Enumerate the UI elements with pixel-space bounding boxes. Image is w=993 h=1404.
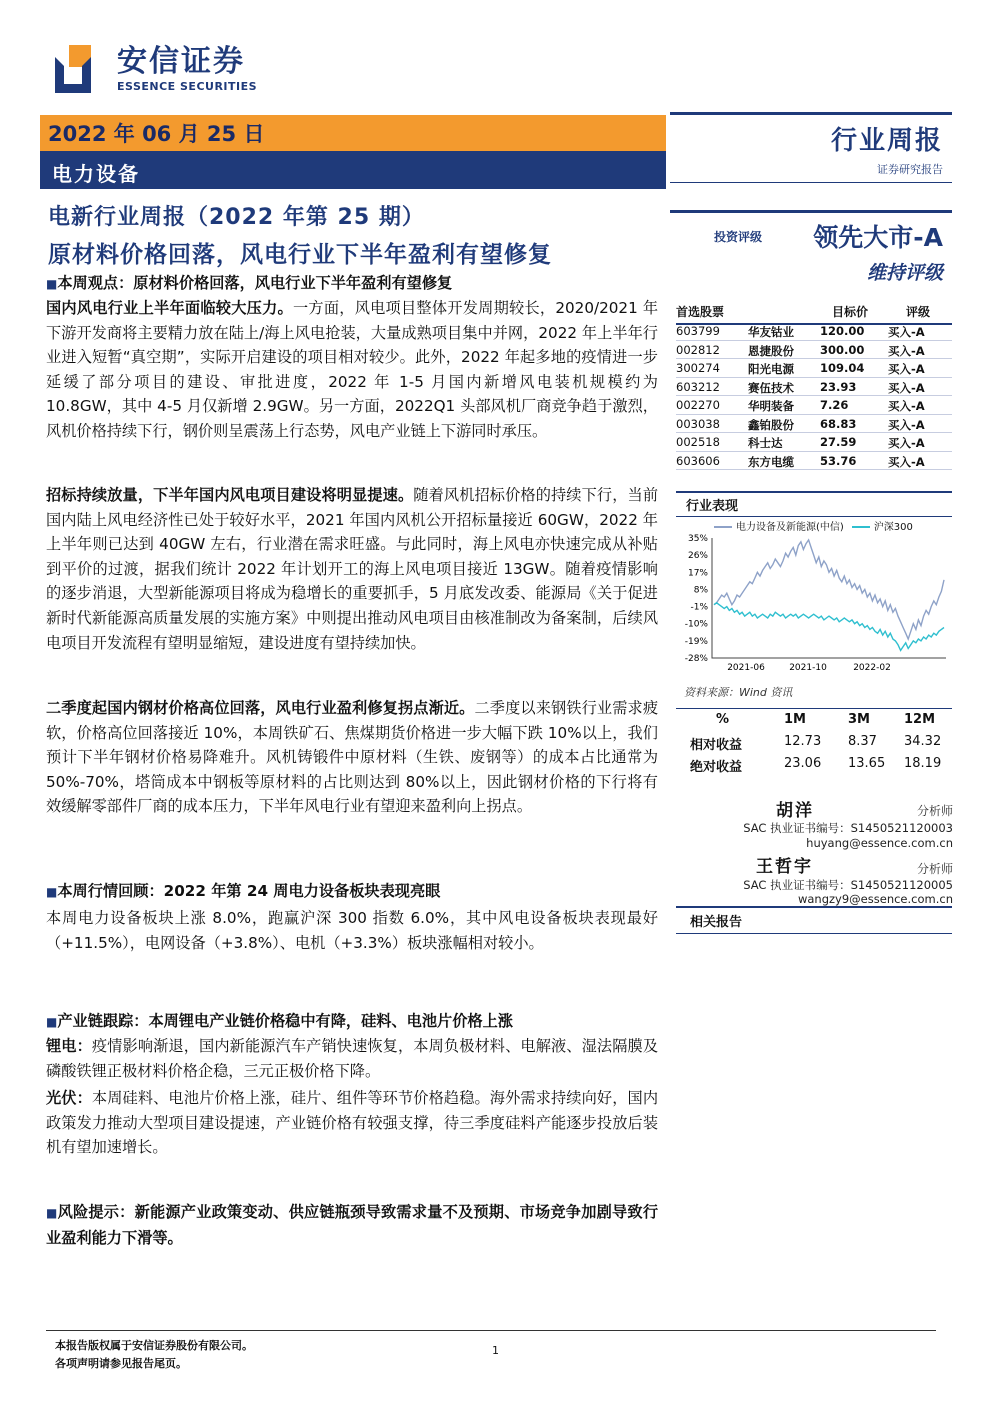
- y-tick-label: -19%: [684, 636, 708, 647]
- table-row: 300274 阳光电源 109.04 买入-A: [676, 359, 952, 378]
- sector-name: 电力设备: [52, 162, 140, 186]
- paragraph-lead: 二季度起国内钢材价格高位回落，风电行业盈利修复拐点渐近。: [46, 699, 475, 717]
- paragraph: [46, 483, 658, 655]
- series-line-0: [714, 540, 944, 639]
- analyst-sac: SAC 执业证书编号：S1450521120005: [743, 878, 953, 892]
- paragraph: [46, 296, 658, 444]
- performance-chart: [676, 516, 952, 682]
- section-heading: ■本周行情回顾：2022 年第 24 周电力设备板块表现亮眼: [46, 882, 441, 900]
- analyst-name: 王哲宇: [756, 857, 813, 877]
- y-tick-label: 17%: [687, 568, 708, 579]
- legend-item: 沪深300: [852, 518, 913, 533]
- y-tick-label: 26%: [687, 551, 708, 562]
- brand-name-en: ESSENCE SECURITIES: [117, 79, 258, 93]
- bullet-square-icon: ■: [46, 1015, 58, 1029]
- y-tick-label: -1%: [690, 602, 708, 613]
- paragraph: [46, 1086, 658, 1160]
- table-row: 603799 华友钴业 120.00 买入-A: [676, 322, 952, 341]
- section-heading: ■本周观点：原材料价格回落，风电行业下半年盈利有望修复: [46, 274, 453, 292]
- footer-divider: [46, 1330, 936, 1331]
- divider: [670, 112, 952, 115]
- y-tick-label: -28%: [684, 654, 708, 664]
- paragraph-lead: 国内风电行业上半年面临较大压力。: [46, 299, 293, 317]
- footer-disclaimer: 各项声明请参见报告尾页。: [55, 1357, 187, 1370]
- paragraph: [46, 1034, 658, 1083]
- x-tick-label: 2021-06: [727, 663, 765, 673]
- paragraph: [46, 906, 658, 955]
- paragraph-lead: 光伏：: [46, 1089, 92, 1107]
- paragraph-text: 疫情影响渐退，国内新能源汽车产销快速恢复，本周负极材料、电解液、湿法隔膜及磷酸铁锂正极材料价格企稳，三元正极价格下降。: [46, 1037, 659, 1080]
- table-row: 相对收益 12.73 8.37 34.32: [690, 734, 942, 753]
- paragraph-lead: 锂电：: [46, 1037, 92, 1055]
- analyst-name: 胡洋: [776, 801, 814, 821]
- header-rating: 评级: [906, 305, 931, 319]
- rating-label: 投资评级: [714, 230, 763, 244]
- divider: [670, 210, 952, 213]
- legend-item: 电力设备及新能源(中信): [714, 518, 844, 533]
- stock-table: [676, 322, 952, 470]
- analyst-role: 分析师: [916, 862, 953, 876]
- rating-value: 领先大市-A: [813, 223, 943, 252]
- x-tick-label: 2021-10: [789, 663, 827, 673]
- bullet-square-icon: ■: [46, 277, 58, 291]
- page-title: 原材料价格回落，风电行业下半年盈利有望修复: [48, 242, 552, 268]
- brand-logo: [55, 45, 257, 93]
- table-header-row: % 1M 3M 12M: [716, 712, 936, 727]
- related-reports: 相关报告: [676, 906, 952, 934]
- analyst-sac: SAC 执业证书编号：S1450521120003: [743, 821, 953, 835]
- returns-table: [676, 708, 952, 775]
- table-row: 002812 恩捷股份 300.00 买入-A: [676, 341, 952, 360]
- y-tick-label: 8%: [693, 585, 708, 596]
- performance-title: 行业表现: [676, 491, 952, 517]
- chart-axis: [712, 538, 946, 658]
- analyst-role: 分析师: [916, 804, 953, 818]
- series-line-1: [714, 603, 944, 651]
- footer-copyright: 本报告版权属于安信证券股份有限公司。: [55, 1339, 253, 1352]
- x-tick-label: 2022-02: [853, 663, 891, 673]
- paragraph-text: 本周电力设备板块上涨 8.0%，跑赢沪深 300 指数 6.0%，其中风电设备板块表现最好（+11.5%），电网设备（+3.8%）、电机（+3.3%）板块涨幅相对较小。: [46, 909, 658, 952]
- analyst-email[interactable]: huyang@essence.com.cn: [806, 836, 953, 850]
- divider: [670, 182, 952, 183]
- bullet-square-icon: ■: [46, 1206, 58, 1220]
- paragraph-text: 一方面，风电项目整体开发周期较长，2020/2021 年下游开发商将主要精力放在陆上/海上风电抢装，大量成熟项目集中并网，2022 年上半年行业进入短暂“真空期”，实际开启建设的项目相对较少。此外，2022 年起多地的疫情进一步延缓了部分项目的建设、审批进度，2022 年 1-5 月国内新增风电装机规模约为 10.8GW，其中 4-5 月仅新增 2.9GW。另一方面，2022Q1 头部风机厂商竞争趋于激烈，风机价格持续下行，钢价则呈震荡上行态势，风电产业链上下游同时承压。: [46, 299, 659, 440]
- section-heading: ■产业链跟踪：本周锂电产业链价格稳中有降，硅料、电池片价格上涨: [46, 1012, 513, 1030]
- paragraph-lead: 招标持续放量，下半年国内风电项目建设将明显提速。: [46, 486, 414, 504]
- paragraph-text: 本周硅料、电池片价格上涨，硅片、组件等环节价格趋稳。海外需求持续向好，国内政策发力推动大型项目建设提速，产业链价格有较强支撑，待三季度硅料产能逐步投放后装机有望加速增长。: [46, 1089, 659, 1157]
- issue-title: 电新行业周报（2022 年第 25 期）: [48, 205, 425, 230]
- report-subtype: 证券研究报告: [877, 163, 943, 176]
- brand-name-cn: 安信证券: [117, 43, 245, 79]
- table-row: 003038 鑫铂股份 68.83 买入-A: [676, 415, 952, 434]
- chart-source: 资料来源：Wind 资讯: [684, 686, 793, 699]
- analyst-email[interactable]: wangzy9@essence.com.cn: [797, 892, 953, 906]
- table-row: 603606 东方电缆 53.76 买入-A: [676, 452, 952, 471]
- table-row: 002270 华明装备 7.26 买入-A: [676, 396, 952, 415]
- chart-svg: [676, 516, 952, 682]
- table-row: 002518 科士达 27.59 买入-A: [676, 433, 952, 452]
- table-row: 603212 赛伍技术 23.93 买入-A: [676, 378, 952, 397]
- report-date: 2022 年 06 月 25 日: [48, 122, 265, 146]
- report-type: 行业周报: [830, 126, 943, 156]
- bullet-square-icon: ■: [46, 885, 58, 899]
- page-number: 1: [492, 1344, 499, 1357]
- header-target: 目标价: [832, 305, 869, 319]
- risk-warning: ■风险提示：新能源产业政策变动、供应链瓶颈导致需求量不及预期、市场竞争加剧导致行业盈利能力下滑等。: [46, 1203, 659, 1247]
- rating-action: 维持评级: [866, 262, 943, 284]
- header-stock: 首选股票: [676, 305, 725, 319]
- paragraph-text: 二季度以来钢铁行业需求疲软，价格高位回落接近 10%，本周铁矿石、焦煤期货价格进一步大幅下跌 10%以上，我们预计下半年钢材价格易降难升。风机铸锻件中原材料（生铁、废钢等）的成本占比通常为 50%-70%，塔筒成本中钢板等原材料的占比则达到 80%以上，因此钢材价格的下行将有效缓解零部件厂商的成本压力，下半年风电行业有望迎来盈利向上拐点。: [46, 699, 659, 816]
- logo-mark-icon: [55, 45, 107, 93]
- y-tick-label: -10%: [684, 619, 708, 630]
- paragraph-text: 随着风机招标价格的持续下行，当前国内陆上风电经济性已处于较好水平，2021 年国内风机公开招标量接近 60GW，2022 年上半年则已达到 40GW 左右，行业潜在需求旺盛。与此同时，海上风电亦快速完成从补贴到平价的过渡，据我们统计 2022 年计划开工的海上风电项目接近 13GW。随着疫情影响的逐步消退，大型新能源项目将成为稳增长的重要抓手，5 月底发改委、能源局《关于促进新时代新能源高质量发展的实施方案》中则提出推动风电项目由核准制改为备案制，后续风电项目开发流程有望明显缩短，建设进度有望持续加快。: [46, 486, 659, 652]
- y-tick-label: 35%: [687, 534, 708, 544]
- table-row: 绝对收益 23.06 13.65 18.19: [690, 756, 942, 775]
- paragraph: [46, 696, 658, 819]
